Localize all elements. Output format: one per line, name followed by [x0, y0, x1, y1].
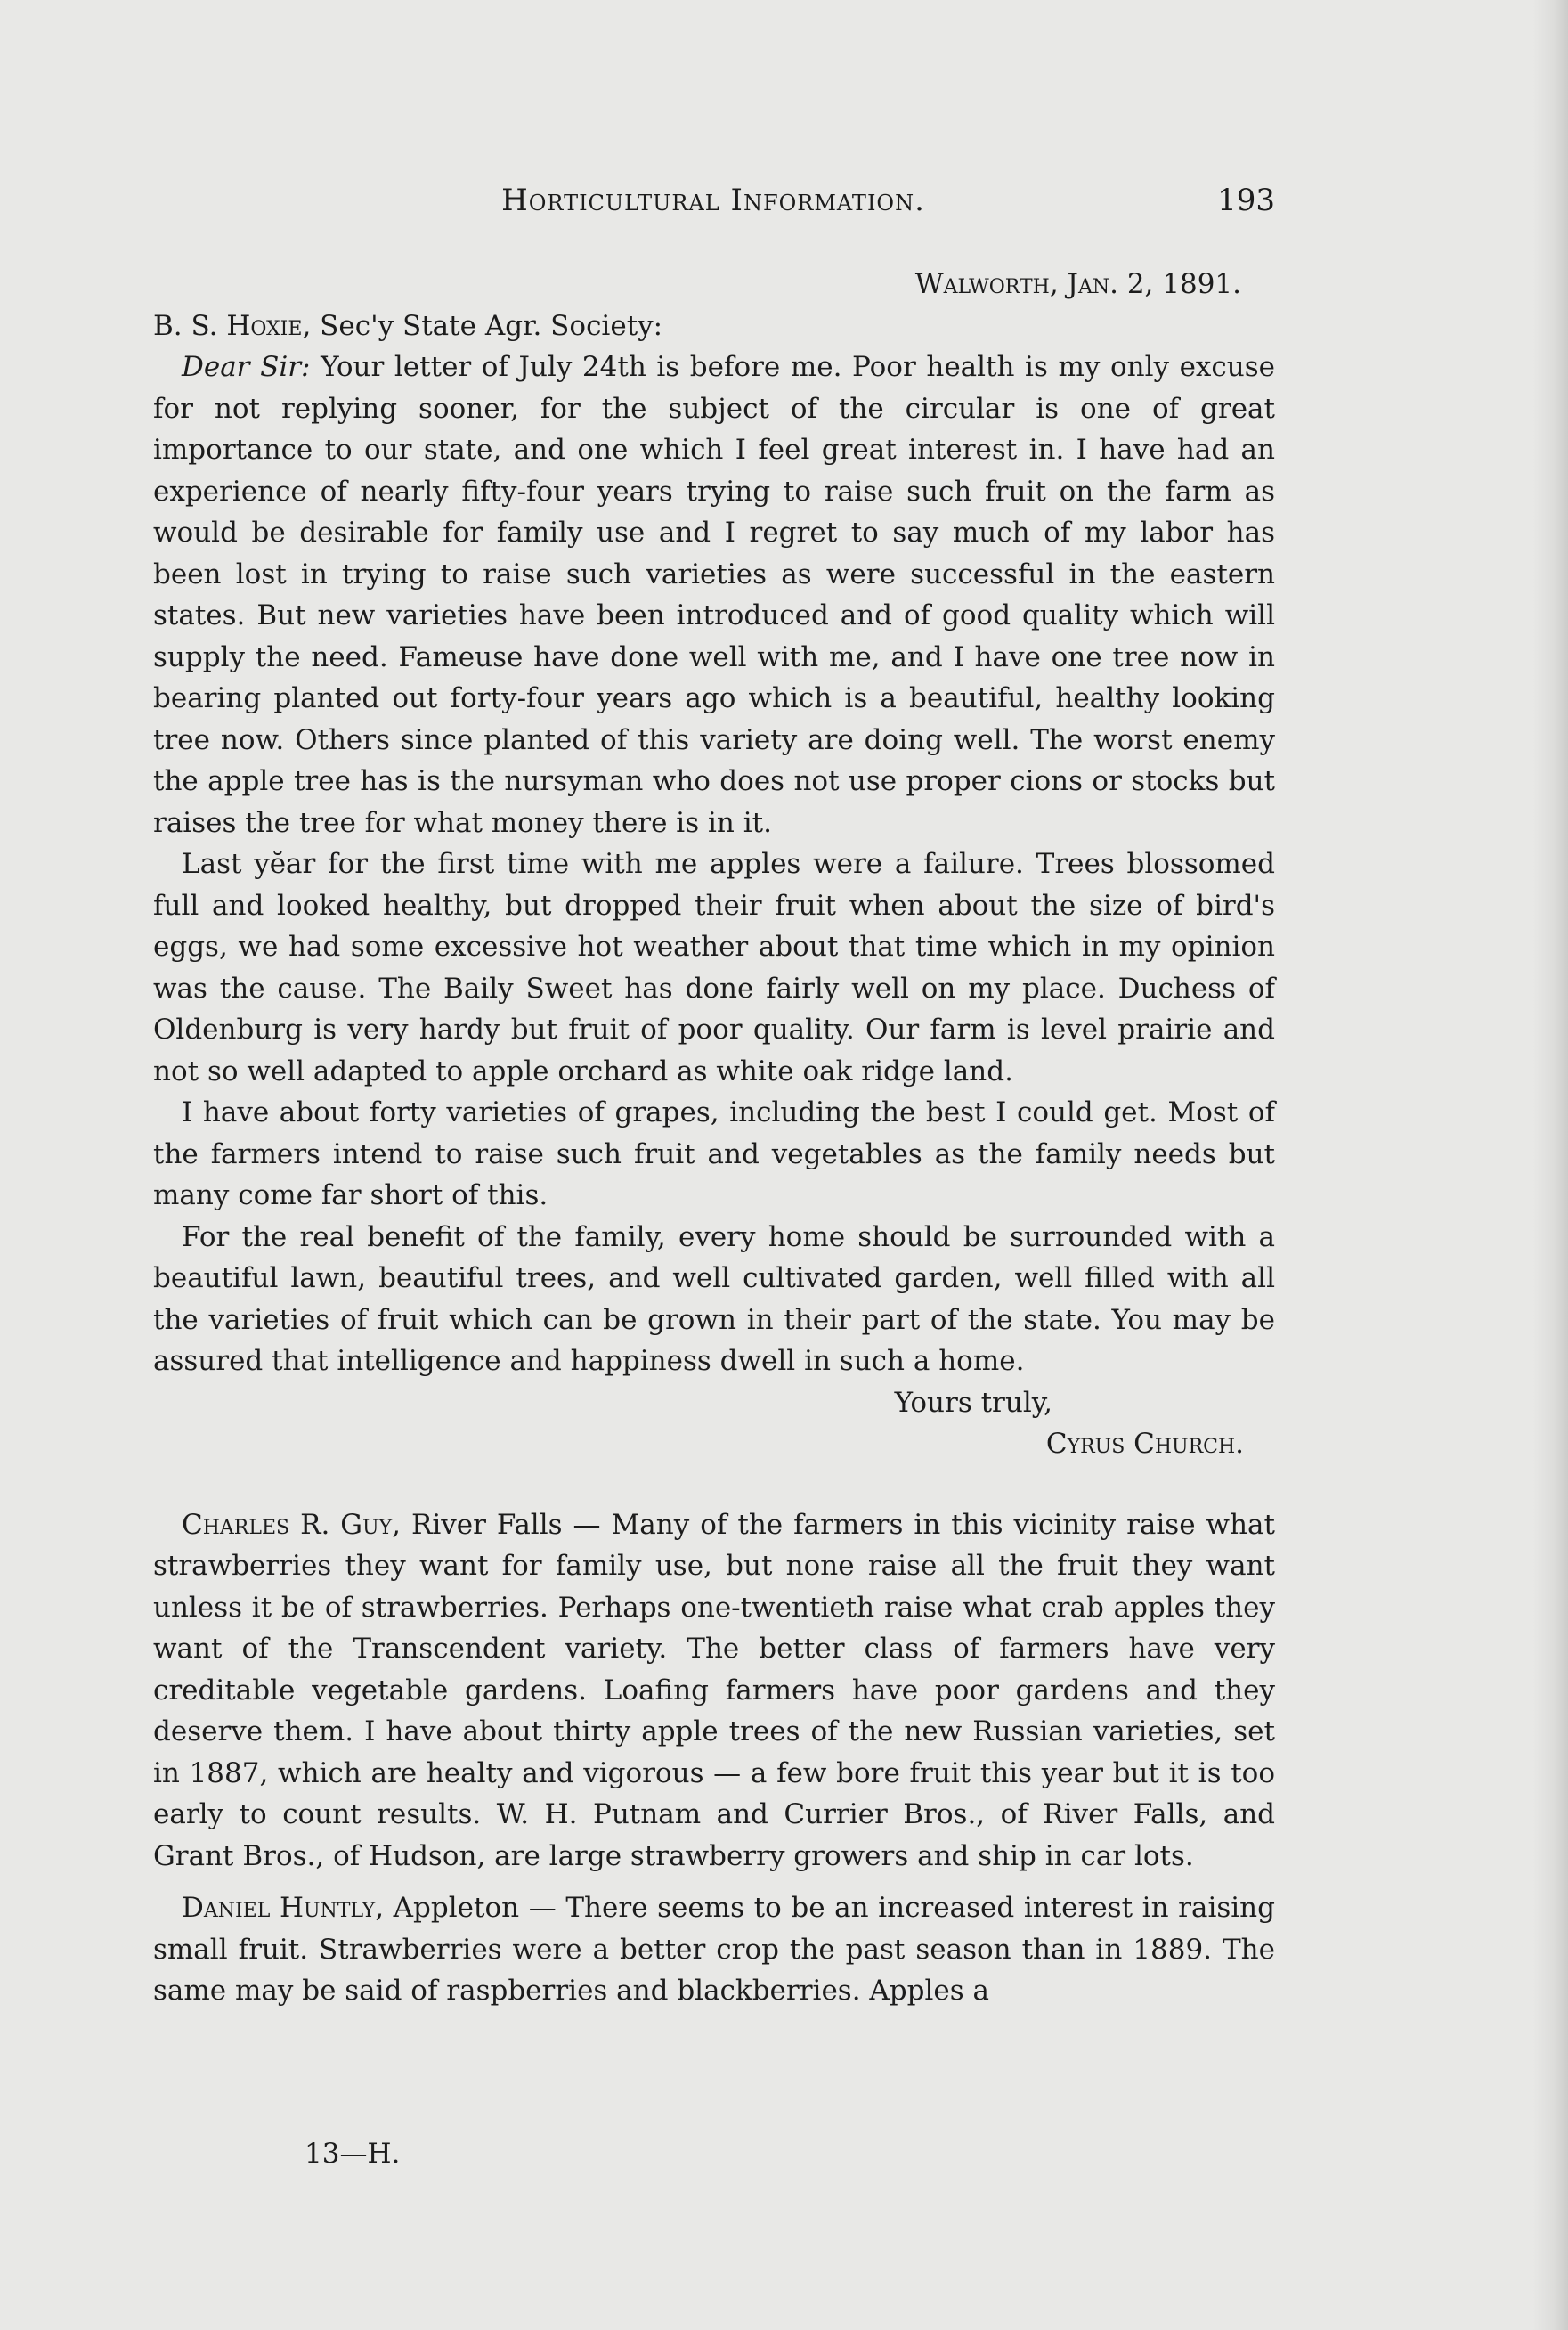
section-gap [153, 1465, 1275, 1504]
letter-paragraph: For the real benefit of the family, every home should be surrounded with a beautiful lawn, beautiful trees, and well cultivated garden, well filled with all the varieties of fruit which can be grown in their part of the state. You may be assured that intelligence and happiness dwell in such a home. [153, 1220, 1275, 1377]
page-header [151, 183, 1275, 227]
addressee-rest: , Sec'y State Agr. Society: [302, 309, 663, 342]
letter-dateline: Walworth, Jan. 2, 1891. [914, 268, 1241, 300]
letter-addressee [153, 306, 1275, 347]
report-text: , Appleton — There seems to be an increased interest in raising small fruit. Strawberries were a better crop the past season than in 1889. The same may be said of raspberries and blackberries. Apples a [153, 1892, 1275, 2007]
running-title: Horticultural Information. [501, 183, 925, 218]
report-author: Charles R. Guy [182, 1508, 393, 1541]
report-text: , River Falls — Many of the farmers in this vicinity raise what strawberries they want for family use, but none raise all the fruit they want unless it be of strawberries. Perhaps one-twentieth raise what crab apples they want of the Transcendent variety. The better class of farmers have very creditable vegetable gardens. Loafing farmers have poor gardens and they deserve them. I have about thirty apple trees of the new Russian varieties, set in 1887, which are healty and vigorous — a few bore fruit this year but it is too early to count results. W. H. Putnam and Currier Bros., of River Falls, and Grant Bros., of Hudson, are large strawberry growers and ship in car lots. [153, 1508, 1275, 1872]
addressee-name: B. S. Hoxie [153, 309, 303, 342]
signature-mark: 13—H. [305, 2138, 401, 2170]
letter-paragraph: I have about forty varieties of grapes, including the best I could get. Most of the farmers intend to raise such fruit and vegetables as the family needs but many come far short of this. [153, 1096, 1275, 1211]
letter-paragraph [153, 346, 1275, 843]
report-paragraph [153, 1887, 1275, 2012]
letter-signature: Cyrus Church. [1045, 1428, 1244, 1460]
page-edge-shadow [1532, 0, 1568, 2330]
report-paragraph [153, 1504, 1275, 1878]
paragraph-text: Your letter of July 24th is before me. Poor health is my only excuse for not replying sooner, for the subject of the circular is one of great importance to our state, and one which I feel great interest in. I have had an experience of nearly fifty-four years trying to raise such fruit on the farm as would be desirable for family use and I regret to say much of my labor has been lost in trying to raise such varieties as were successful in the eastern states. But new varieties have been introduced and of good quality which will supply the need. Fameuse have done well with me, and I have one tree now in bearing planted out forty-four years ago which is a beautiful, healthy looking tree now. Others since planted of this variety are doing well. The worst enemy the apple tree has is the nursyman who does not use proper cions or stocks but raises the tree for what money there is in it. [153, 351, 1275, 839]
letter-closing: Yours truly, [894, 1386, 1052, 1419]
letter-paragraph: Last yĕar for the first time with me apples were a failure. Trees blossomed full and looked healthy, but dropped their fruit when about the size of bird's eggs, we had some excessive hot weather about that time which in my opinion was the cause. The Baily Sweet has done fairly well on my place. Duchess of Oldenburg is very hardy but fruit of poor quality. Our farm is level prairie and not so well adapted to apple orchard as white oak ridge land. [153, 848, 1275, 1088]
salutation: Dear Sir: [182, 351, 311, 383]
page-number: 193 [1217, 183, 1275, 218]
report-author: Daniel Huntly [182, 1892, 376, 1924]
page-body [153, 264, 1275, 2012]
section-gap [153, 1877, 1275, 1887]
